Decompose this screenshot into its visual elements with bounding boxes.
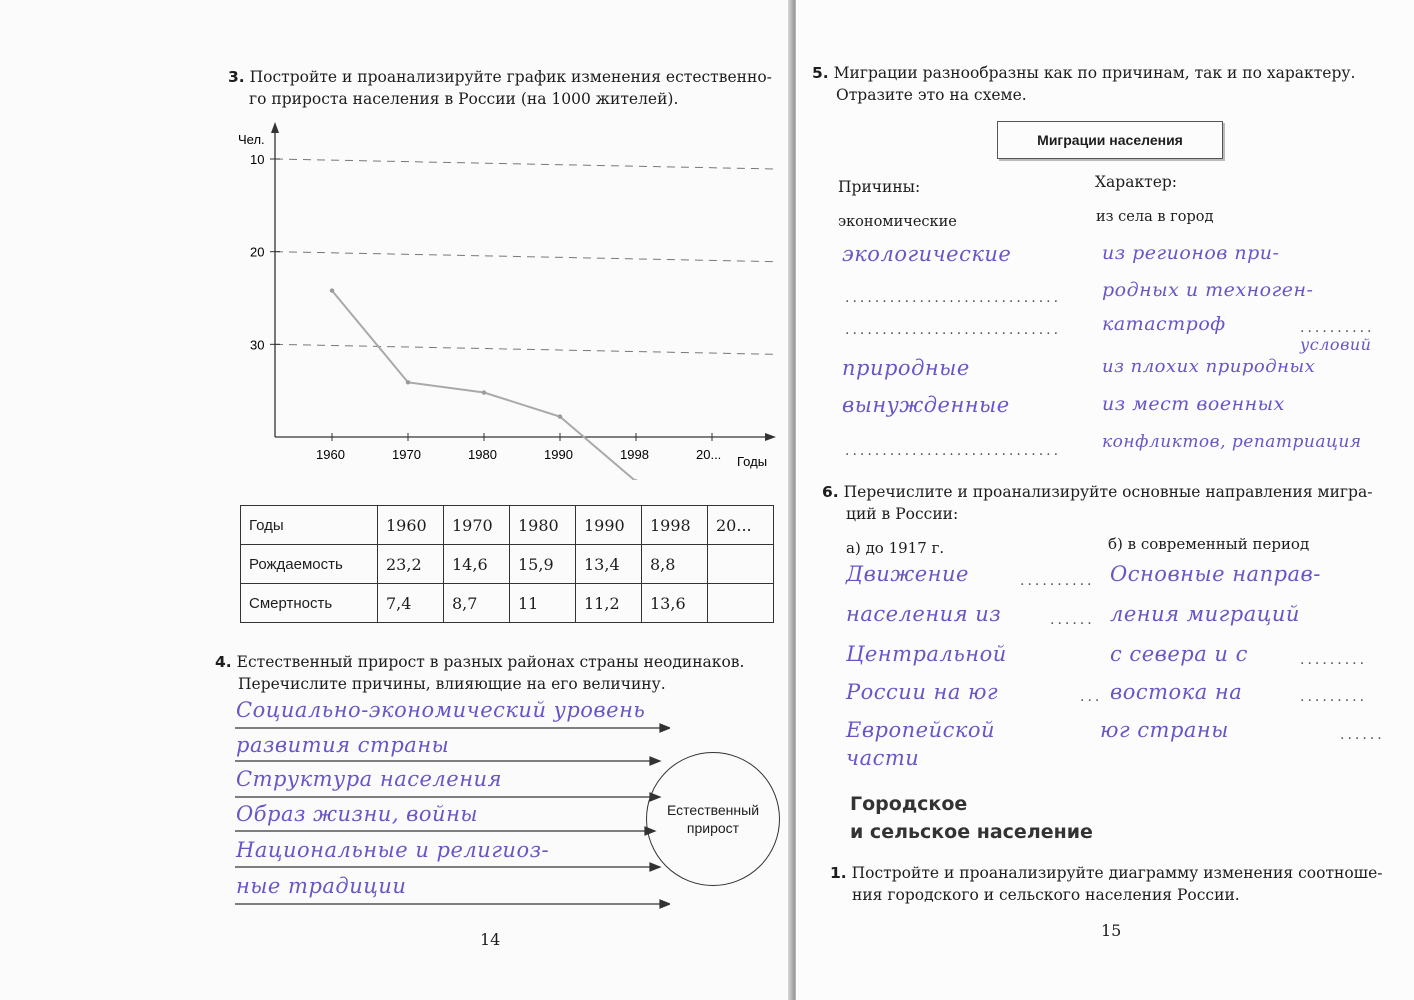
table-cell: 1960	[378, 506, 444, 545]
dotted-line: .........	[1300, 652, 1368, 668]
dotted-line: ...	[1080, 689, 1103, 705]
character-handwritten-3: катастроф	[1102, 313, 1226, 335]
table-cell: 8,7	[444, 584, 510, 623]
cause-handwritten-1: экологические	[842, 242, 1012, 266]
task6-answer-b-4: востока на	[1110, 680, 1243, 704]
cause-printed: экономические	[838, 214, 957, 230]
character-handwritten-extra: условий	[1300, 335, 1372, 354]
character-handwritten-2: родных и техноген-	[1102, 279, 1314, 301]
data-point	[406, 380, 410, 384]
table-cell: 11,2	[576, 584, 642, 623]
character-label: Характер:	[1095, 173, 1178, 191]
table-cell: 1980	[510, 506, 576, 545]
data-table	[240, 505, 774, 623]
task6-text	[822, 481, 1412, 525]
task5-line1: Миграции разнообразны как по причинам, так и по характеру.	[833, 64, 1356, 82]
grid-line	[275, 252, 775, 262]
y-unit-label: Чел.	[238, 132, 265, 147]
task6-answer-b-2: ления миграций	[1110, 602, 1300, 626]
dotted-line: ..........	[1300, 320, 1375, 336]
task5-line2: Отразите это на схеме.	[836, 86, 1027, 104]
task6-answer-b-1: Основные направ-	[1110, 562, 1321, 586]
table-cell: 1990	[576, 506, 642, 545]
cause-handwritten-4: природные	[842, 356, 970, 380]
y-tick-label: 10	[250, 152, 265, 167]
task6-answer-a-6: части	[846, 746, 920, 770]
table-cell: 1970	[444, 506, 510, 545]
task5-number: 5.	[812, 64, 829, 82]
task3-text	[228, 66, 796, 110]
table-row-death	[241, 584, 774, 623]
dotted-line: .............................	[845, 443, 1062, 459]
x-tick-label: 1960	[316, 447, 345, 462]
task6-line2: ций в России:	[846, 505, 959, 523]
character-handwritten-4: из плохих природных	[1102, 356, 1316, 377]
migration-scheme-title: Миграции населения	[997, 121, 1223, 159]
circle-label: Естественный прирост	[666, 802, 760, 836]
grid-line	[275, 344, 775, 354]
task6-answer-a-2: населения из	[846, 602, 1002, 626]
chart-grid	[275, 159, 775, 354]
y-axis-arrow	[271, 122, 279, 133]
task4-number: 4.	[215, 653, 232, 671]
task4-text	[215, 651, 795, 695]
task6-answer-b-5: юг страны	[1100, 718, 1229, 742]
section-title-line1: Городское	[850, 793, 968, 815]
task4-answer-2: развития страны	[236, 733, 450, 757]
task6-col-b: б) в современный период	[1108, 535, 1310, 553]
task6-col-a: а) до 1917 г.	[846, 539, 945, 557]
table-cell: 23,2	[378, 545, 444, 584]
dotted-line: ......	[1340, 727, 1385, 743]
dotted-line: ..........	[1020, 573, 1095, 589]
task3-line1: Постройте и проанализируйте график изменения естественно-	[249, 68, 772, 86]
character-handwritten-1: из регионов при-	[1102, 242, 1280, 264]
x-tick-label: 1980	[468, 447, 497, 462]
table-cell: 15,9	[510, 545, 576, 584]
table-cell	[708, 584, 774, 623]
character-handwritten-6: конфликтов, репатриация	[1102, 432, 1362, 452]
cause-handwritten-5: вынужденные	[842, 393, 1010, 417]
x-tick-label: 20...	[696, 447, 722, 462]
table-header-birth: Рождаемость	[241, 545, 378, 584]
data-point	[558, 414, 562, 418]
task4-line2: Перечислите причины, влияющие на его величину.	[238, 675, 666, 693]
table-cell: 7,4	[378, 584, 444, 623]
table-cell: 14,6	[444, 545, 510, 584]
table-cell: 11	[510, 584, 576, 623]
task1-line2: ния городского и сельского населения России.	[852, 886, 1240, 904]
task4-answer-6: ные традиции	[236, 874, 407, 898]
natural-growth-chart	[220, 120, 790, 480]
task3-line2: го прироста населения в России (на 1000 жителей).	[249, 90, 679, 108]
table-cell: 1998	[642, 506, 708, 545]
task6-line1: Перечислите и проанализируйте основные направления мигра-	[843, 483, 1373, 501]
table-row-years	[241, 506, 774, 545]
dotted-line: .............................	[845, 322, 1062, 338]
task1-text	[830, 862, 1410, 906]
x-axis-arrow	[765, 433, 776, 441]
task1-line1: Постройте и проанализируйте диаграмму изменения соотноше-	[851, 864, 1383, 882]
task4-line1: Естественный прирост в разных районах страны неодинаков.	[236, 653, 745, 671]
task4-answer-3: Структура населения	[236, 767, 502, 791]
dotted-line: .............................	[845, 290, 1062, 306]
table-row-birth	[241, 545, 774, 584]
table-cell: 13,6	[642, 584, 708, 623]
table-cell: 13,4	[576, 545, 642, 584]
task4-answer-4: Образ жизни, войны	[236, 802, 479, 826]
section-title-line2: и сельское население	[850, 821, 1093, 843]
character-handwritten-5: из мест военных	[1102, 393, 1285, 415]
task6-number: 6.	[822, 483, 839, 501]
x-tick-label: 1990	[544, 447, 573, 462]
causes-label: Причины:	[838, 178, 921, 196]
table-cell	[708, 545, 774, 584]
natural-growth-circle	[646, 752, 780, 886]
table-header-years: Годы	[241, 506, 378, 545]
x-tick-label: 1998	[620, 447, 649, 462]
page-number-left: 14	[480, 930, 501, 949]
task6-answer-a-5: Европейской	[846, 718, 996, 742]
section-title	[850, 790, 1093, 846]
task3-number: 3.	[228, 68, 245, 86]
dotted-line: .........	[1300, 689, 1368, 705]
data-point	[330, 288, 334, 292]
task6-answer-a-3: Центральной	[846, 642, 1007, 666]
task5-text	[812, 62, 1412, 106]
table-cell: 8,8	[642, 545, 708, 584]
task6-answer-a-1: Движение	[846, 562, 969, 586]
x-unit-label: Годы	[737, 454, 768, 469]
dotted-line: ......	[1050, 612, 1095, 628]
grid-line	[275, 159, 775, 169]
task1-number: 1.	[830, 864, 847, 882]
table-header-death: Смертность	[241, 584, 378, 623]
y-tick-label: 30	[250, 337, 265, 353]
character-printed: из села в город	[1096, 209, 1214, 225]
table-cell: 20...	[708, 506, 774, 545]
y-tick-label: 20	[250, 244, 265, 260]
task4-answer-1: Социально-экономический уровень	[236, 698, 646, 722]
task6-answer-b-3: с севера и с	[1110, 642, 1248, 666]
page-number-right: 15	[1101, 921, 1122, 940]
data-point	[482, 390, 486, 394]
task4-answer-5: Национальные и религиоз-	[236, 838, 550, 862]
x-tick-label: 1970	[392, 447, 421, 462]
task6-answer-a-4: России на юг	[846, 680, 999, 704]
